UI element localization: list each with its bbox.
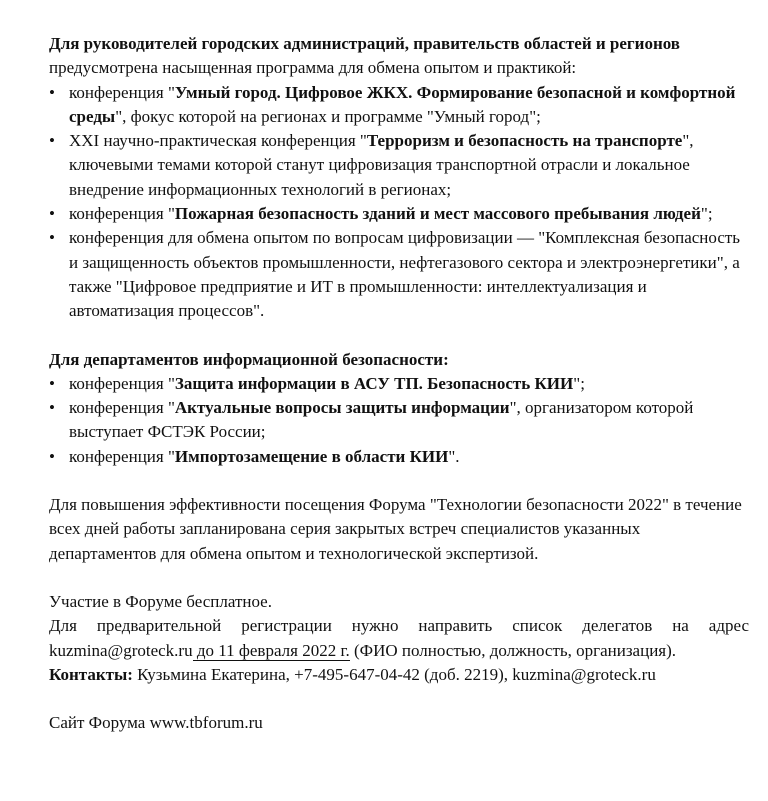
registration-deadline: до 11 февраля 2022 г. — [192, 640, 350, 660]
registration-details: kuzmina@groteck.ru до 11 февраля 2022 г. (ФИО полностью, должность, организация). — [49, 640, 677, 660]
document-body — [49, 32, 749, 735]
list-item: • конференция "Актуальные вопросы защиты информации", организатором которой выступает ФСТЭК России; — [49, 396, 749, 445]
list-item: • конференция "Защита информации в АСУ ТП. Безопасность КИИ"; — [49, 372, 749, 396]
section1-list — [49, 81, 749, 324]
participation-note: Участие в Форуме бесплатное. — [49, 591, 272, 611]
forum-site: Сайт Форума www.tbforum.ru — [49, 713, 263, 733]
section2-list — [49, 372, 749, 469]
section1-intro: предусмотрена насыщенная программа для обмена опытом и практикой: — [49, 58, 577, 78]
list-item: • конференция "Пожарная безопасность зданий и мест массового пребывания людей"; — [49, 202, 749, 226]
section2-heading: Для департаментов информационной безопасности: — [49, 349, 449, 369]
registration-line: Для предварительной регистрации нужно направить список делегатов на адрес — [49, 616, 749, 636]
list-item: • XXI научно-практическая конференция "Терроризм и безопасность на транспорте", ключевыми темами которой станут цифровизация транспортной отрасли и локальное внедрение информационных технологий в регионах; — [49, 129, 749, 202]
contacts-label: Контакты: — [49, 664, 133, 684]
list-item: • конференция "Импортозамещение в области КИИ". — [49, 445, 749, 469]
contacts-line: Контакты: Кузьмина Екатерина, +7-495-647-04-42 (доб. 2219), kuzmina@groteck.ru — [49, 664, 656, 684]
meetings-paragraph: Для повышения эффективности посещения Форума "Технологии безопасности 2022" в течение всех дней работы запланирована серия закрытых встреч специалистов указанных департаментов для обмена опытом и технологической экспертизой. — [49, 495, 742, 563]
section1-heading: Для руководителей городских администраций, правительств областей и регионов — [49, 34, 680, 53]
registration-email-link[interactable]: kuzmina@groteck.ru — [49, 640, 193, 660]
list-item: • конференция "Умный город. Цифровое ЖКХ. Формирование безопасной и комфортной среды", фокус которой на регионах и программе "Умный город"; — [49, 81, 749, 130]
list-item: • конференция для обмена опытом по вопросам цифровизации — "Комплексная безопасность и защищенность объектов промышленности, нефтегазового сектора и электроэнергетики", а также "Цифровое предприятие и ИТ в промышленности: интеллектуализация и автоматизация процессов". — [49, 226, 749, 323]
